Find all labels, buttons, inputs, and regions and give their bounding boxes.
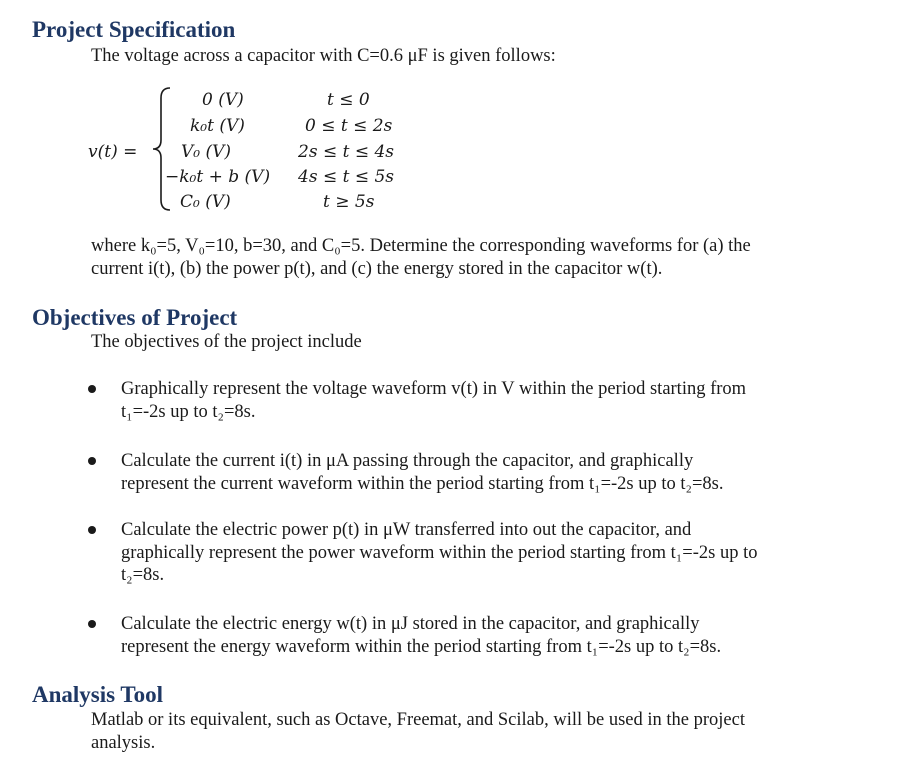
objective-line: Calculate the electric power p(t) in μW transferred into out the capacitor, and xyxy=(121,520,692,540)
objective-item xyxy=(121,519,821,587)
equation-row-expr: V₀ (V) xyxy=(181,142,232,162)
bullet-icon xyxy=(88,457,96,465)
brace-symbol xyxy=(150,86,174,212)
equation-row-cond: 2s ≤ t ≤ 4s xyxy=(298,142,395,162)
bullet-icon xyxy=(88,620,96,628)
objective-item xyxy=(121,450,821,495)
objective-line: graphically represent the power waveform within the period starting from t₁=-2s up to xyxy=(121,542,758,563)
objectives-intro: The objectives of the project include xyxy=(91,332,362,352)
equation-row-cond: t ≥ 5s xyxy=(323,192,375,212)
equation-row-cond: 4s ≤ t ≤ 5s xyxy=(298,167,395,187)
equation-row-expr: 0 (V) xyxy=(202,90,244,110)
objective-line: Graphically represent the voltage waveform v(t) in V within the period starting from xyxy=(121,379,747,399)
equation-lhs: v(t) = xyxy=(88,142,138,162)
tool-text-line: analysis. xyxy=(91,733,156,753)
bullet-icon xyxy=(88,526,96,534)
equation-row-cond: t ≤ 0 xyxy=(327,90,370,110)
bullet-icon xyxy=(88,385,96,393)
objective-line: t₁=-2s up to t₂=8s. xyxy=(121,401,256,422)
section-heading-specification: Project Specification xyxy=(32,17,236,42)
spec-where-line: where k₀=5, V₀=10, b=30, and C₀=5. Determine the corresponding waveforms for (a) the xyxy=(91,236,751,256)
section-heading-analysis-tool: Analysis Tool xyxy=(32,682,164,707)
equation-row-expr: −k₀t + b (V) xyxy=(165,167,271,187)
spec-intro: The voltage across a capacitor with C=0.6 μF is given follows: xyxy=(91,46,556,66)
tool-text-line: Matlab or its equivalent, such as Octave, Freemat, and Scilab, will be used in the project xyxy=(91,710,745,730)
section-heading-objectives: Objectives of Project xyxy=(32,305,238,330)
objective-item xyxy=(121,613,821,658)
objective-line: Calculate the electric energy w(t) in μJ stored in the capacitor, and graphically xyxy=(121,614,700,634)
objective-line: t₂=8s. xyxy=(121,565,165,585)
objective-item xyxy=(121,378,821,423)
equation-row-expr: k₀t (V) xyxy=(190,116,245,136)
objective-line: represent the energy waveform within the period starting from t₁=-2s up to t₂=8s. xyxy=(121,636,722,657)
equation-row-cond: 0 ≤ t ≤ 2s xyxy=(305,116,393,136)
objective-line: Calculate the current i(t) in μA passing through the capacitor, and graphically xyxy=(121,451,694,471)
spec-where-line: current i(t), (b) the power p(t), and (c) the energy stored in the capacitor w(t). xyxy=(91,259,663,279)
objective-line: represent the current waveform within the period starting from t₁=-2s up to t₂=8s. xyxy=(121,473,724,494)
equation-row-expr: C₀ (V) xyxy=(180,192,231,212)
